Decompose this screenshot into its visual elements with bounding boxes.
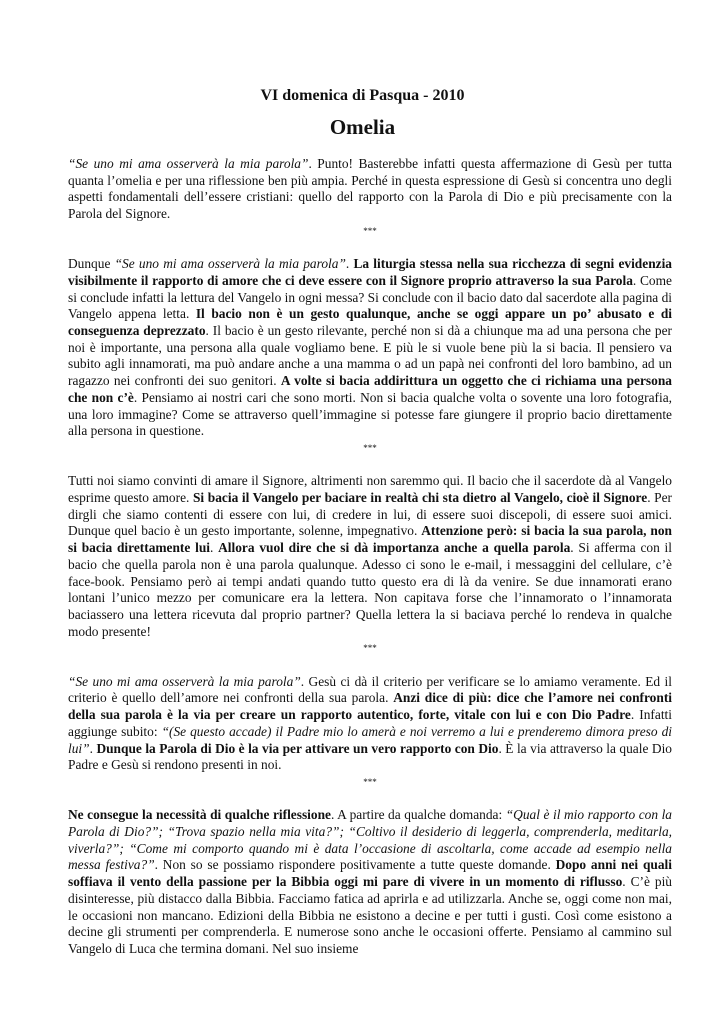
- section-separator: ***: [363, 225, 377, 236]
- text-run: . C’è più disinteresse, più distacco dalla Bibbia. Facciamo fatica ad aprirla e ad utilizzarla. Anche se, oggi come non mai, le occasioni non mancano. Edizioni della Bibbia ne esistono a decine e per tutti i gusti. Così come esistono a decine gli strumenti per comprenderla. E numerose sono anche le occasioni offerte. Pensiamo al cammino sul Vangelo di Luca che termina domani. Nel suo insieme: [68, 874, 672, 956]
- bold-text: Ne consegue la necessità di qualche riflessione: [68, 807, 331, 823]
- section-separator: ***: [363, 442, 377, 453]
- section-separator: ***: [363, 643, 377, 654]
- document-title: VI domenica di Pasqua - 2010: [260, 87, 465, 104]
- text-run: . Il bacio è un gesto rilevante, perché non si dà a chiunque ma ad una persona che per noi è importante, una persona alla quale vogliamo bene. E più le si vuole bene più la si bacia. Il pensiero va subito agli innamorati, ma può andare anche a una mamma o ad un papà nei confronti del loro bambino, ad un ragazzo nei confronti dei suo genitori.: [68, 323, 672, 389]
- italic-quote: “Se uno mi ama osserverà la mia parola”: [68, 673, 301, 689]
- text-run: . Pensiamo ai nostri cari che sono morti. Non si bacia qualche volta o sovente una loro fotografia, una loro immagine? Come se attraverso quell’immagine si potesse fare giungere il proprio bacio direttamente alla persona in questione.: [68, 389, 672, 439]
- text-run: . A partire da qualche domanda:: [330, 807, 506, 823]
- text-run: . Punto! Basterebbe infatti questa affermazione di Gesù per tutta quanta l’omelia e per una riflessione ben più ampia. Perché in questa espressione di Gesù si concentra uno degli aspetti fondamentali dell’essere cristiani: quello del rapporto con la Parola di Dio e più precisamente con la Parola del Signore.: [68, 156, 672, 222]
- bold-text: Dunque la Parola di Dio è la via per attivare un vero rapporto con Dio: [96, 740, 499, 756]
- text-run: . Come si conclude infatti la lettura del Vangelo in ogni messa? Si conclude con il bacio dato dal sacerdote alla pagina di Vangelo appena letta.: [68, 272, 672, 322]
- italic-quote: “Qual è il mio rapporto con la Parola di Dio?”; “Trova spazio nella mia vita?”; “Coltivo il desiderio di leggerla, comprenderla, meditarla, viverla?”; “Come mi comporto quando mi è data l’occasione di ascoltarla, come accade ad esempio nella messa festiva?”: [68, 807, 673, 873]
- text-run: .: [89, 740, 97, 756]
- text-run: . Si afferma con il bacio che quella parola non è una parola qualunque. Adesso ci sono le e-mail, i messaggini del cellulare, c’è face-book. Pensiamo però ai tempi andati quando tutto questo era di là da venire. Se due innamorati erano lontani l’unico mezzo per comunicare era la lettera. Non capitava forse che l’innamorato o l’innamorata baciassero una lettera ricevuta dal proprio partner? Quella lettera la si baciava perché lo rendeva in qualche modo presente!: [68, 540, 672, 639]
- text-run: .: [345, 256, 354, 272]
- bold-text: Il bacio non è un gesto qualunque, anche se oggi appare un po’ abusato e di conseguenza deprezzato: [68, 306, 672, 338]
- paragraph-1: [68, 156, 672, 223]
- bold-text: Dopo anni nei quali soffiava il vento della passione per la Bibbia oggi mi pare di vivere in un momento di riflusso: [68, 857, 672, 890]
- bold-text: Si bacia il Vangelo per baciare in realtà chi sta dietro al Vangelo, cioè il Signore: [192, 490, 648, 505]
- text-run: . Infatti aggiunge subito:: [68, 707, 672, 739]
- paragraph-5: [68, 807, 672, 957]
- text-run: . Gesù ci dà il criterio per verificare se lo amiamo veramente. Ed il criterio è quello dell’amore nei confronti della sua parola.: [68, 673, 672, 706]
- bold-text: Allora vuol dire che si dà importanza anche a quella parola: [218, 540, 571, 556]
- bold-text: Attenzione però: si bacia la sua parola, non si bacia direttamente lui: [68, 523, 672, 556]
- italic-quote: “Se uno mi ama osserverà la mia parola”: [114, 256, 346, 272]
- text-run: . Per dirgli che siamo contenti di essere con lui, di credere in lui, di essere suoi discepoli, di essere suoi amici. Dunque quel bacio è un gesto importante, solenne, impegnativo.: [68, 490, 673, 539]
- document-body: [68, 156, 672, 958]
- text-run: .: [209, 540, 219, 556]
- text-run: Tutti noi siamo convinti di amare il Signore, altrimenti non saremmo qui. Il bacio che il sacerdote dà al Vangelo esprime questo amore.: [68, 473, 672, 505]
- text-run: . Non so se possiamo rispondere positivamente a tutte queste domande.: [154, 857, 556, 873]
- text-run: . È la via attraverso la quale Dio Padre e Gesù si rendono presenti in noi.: [68, 740, 672, 773]
- paragraph-2: [68, 256, 672, 440]
- bold-text: A volte si bacia addirittura un oggetto che ci richiama una persona che non c’è: [68, 373, 672, 405]
- bold-text: Anzi dice di più: dice che l’amore nei confronti della sua parola è la via per creare un rapporto autentico, forte, vitale con lui e con Dio Padre: [68, 690, 673, 723]
- document-subtitle: Omelia: [329, 115, 396, 139]
- text-run: Dunque: [68, 256, 115, 272]
- section-separator: ***: [363, 776, 377, 787]
- paragraph-4: [68, 674, 672, 774]
- italic-quote: “(Se questo accade) il Padre mio lo amerà e noi verremo a lui e prenderemo dimora preso di lui”: [68, 723, 672, 756]
- paragraph-3: [68, 473, 672, 640]
- italic-quote: “Se uno mi ama osserverà la mia parola”: [68, 156, 309, 171]
- bold-text: La liturgia stessa nella sua ricchezza di segni evidenzia visibilmente il rapporto di amore che ci deve essere con il Signore proprio attraverso la sua Parola: [68, 256, 673, 288]
